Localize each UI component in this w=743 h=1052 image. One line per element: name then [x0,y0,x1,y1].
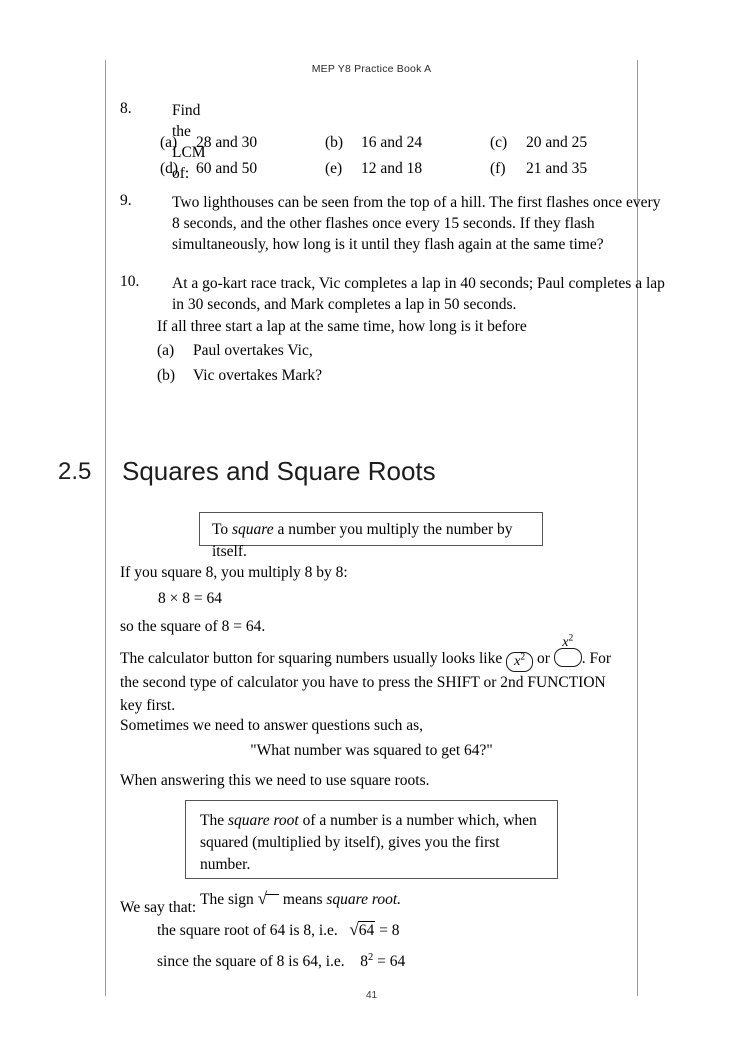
eight-squared-exponent: 2 [367,951,374,963]
option-c-label: (c) [490,134,508,151]
square-key-icon [506,652,533,672]
display-equation-1: 8 × 8 = 64 [158,590,222,607]
question-10-number: 10. [120,273,140,290]
option-d [160,156,257,182]
definition-1-prefix: To [212,521,233,538]
quoted-question: "What number was squared to get 64?" [250,742,493,759]
definition-box-square [199,512,543,560]
shift-key-exponent: 2 [568,633,574,644]
option-b-label: (b) [325,134,344,151]
page-number: 41 [365,990,378,1001]
conclusion-line-2 [157,953,405,971]
paragraph-3: Sometimes we need to answer questions such as, [120,717,424,734]
paragraph-4: When answering this we need to use square roots. [120,772,430,789]
sqrt-64-expression [349,920,375,940]
option-a-text: 28 and 30 [196,134,258,151]
square-key-variable: x [514,654,521,669]
option-a [160,130,257,156]
option-e-text: 12 and 18 [361,160,423,177]
definition-2-prefix: The [200,812,228,829]
running-head: MEP Y8 Practice Book A [311,63,432,75]
definition-1-suffix: a number you multiply the number by itself. [212,521,513,560]
option-a-label: (a) [160,134,178,151]
definition-2-text [200,810,543,876]
radical-overbar [266,894,279,895]
square-key-exponent: 2 [520,652,526,663]
eight-squared-base: 8 [360,953,368,970]
shift-square-key-superscript [562,632,573,655]
sqrt-64-radicand: 64 [358,922,375,939]
shift-square-key-icon [554,633,582,667]
section-number: 2.5 [58,458,92,485]
option-d-text: 60 and 50 [196,160,258,177]
conclusion-line-1-text: the square root of 64 is 8, i.e. [157,922,338,939]
definition-2-sign-prefix: The sign [200,891,254,908]
conclusion-lead: We say that: [120,899,197,916]
calculator-conjunction: or [536,650,550,667]
option-c-text: 20 and 25 [526,134,588,151]
part-a-text: Paul overtakes Vic, [193,342,313,359]
part-b-text: Vic overtakes Mark? [193,367,323,384]
question-8-number: 8. [120,100,132,117]
conclusion-line-1 [157,920,400,940]
option-d-label: (d) [160,160,179,177]
option-e [325,156,422,182]
option-f-label: (f) [490,160,506,177]
question-10-stem: At a go-kart race track, Vic completes a lap in 40 seconds; Paul completes a lap in 30 seconds, and Mark completes a lap in 50 seconds. [172,275,665,313]
conclusion-line-2-text: since the square of 8 is 64, i.e. [157,953,345,970]
part-a-label: (a) [157,342,175,359]
paragraph-calculator [120,633,625,717]
calculator-lead-text: The calculator button for squaring numbers usually looks like [120,650,503,667]
definition-box-square-root [185,800,558,908]
section-title: Squares and Square Roots [122,456,436,486]
question-10-part-b [157,367,322,385]
definition-1-text [212,519,530,563]
option-c [490,130,587,156]
paragraph-1: If you square 8, you multiply 8 by 8: [120,564,348,581]
eight-squared-expression [360,953,373,970]
definition-1-italic: square [232,521,274,538]
option-f [490,156,587,182]
left-margin-rule [105,60,106,996]
paragraph-2: so the square of 8 = 64. [120,618,266,635]
definition-2-suffix: of a number is a number which, when squared (multiplied by itself), gives you the first number. [200,812,537,873]
shift-key-variable: x [562,635,569,650]
calculator-tail-text: . For the second type of calculator you have to press the SHIFT or 2nd FUNCTION key first. [120,650,612,714]
option-b [325,130,422,156]
eight-squared-result: = 64 [377,953,406,970]
definition-2-sign-mid: means [282,891,323,908]
option-b-text: 16 and 24 [361,134,423,151]
question-8-options [120,130,620,186]
question-9-number: 9. [120,192,132,209]
option-f-text: 21 and 35 [526,160,588,177]
definition-2-italic: square root [227,812,299,829]
part-b-label: (b) [157,367,176,384]
option-e-label: (e) [325,160,343,177]
question-10-followup: If all three start a lap at the same time, how long is it before [157,318,527,335]
question-8-stem: Find the LCM of: [172,102,206,182]
question-9-stem: Two lighthouses can be seen from the top of a hill. The first flashes once every 8 seconds, and the other flashes once every 15 seconds. If they flash simultaneously, how long is it until they flash again at the same time? [172,194,661,253]
radical-glyph: √ [257,889,268,908]
sqrt-64-result: = 8 [379,922,400,939]
question-10-part-a [157,342,313,360]
definition-2-sign-italic: square root. [326,891,402,908]
sqrt-64-glyph: √ [349,920,359,939]
